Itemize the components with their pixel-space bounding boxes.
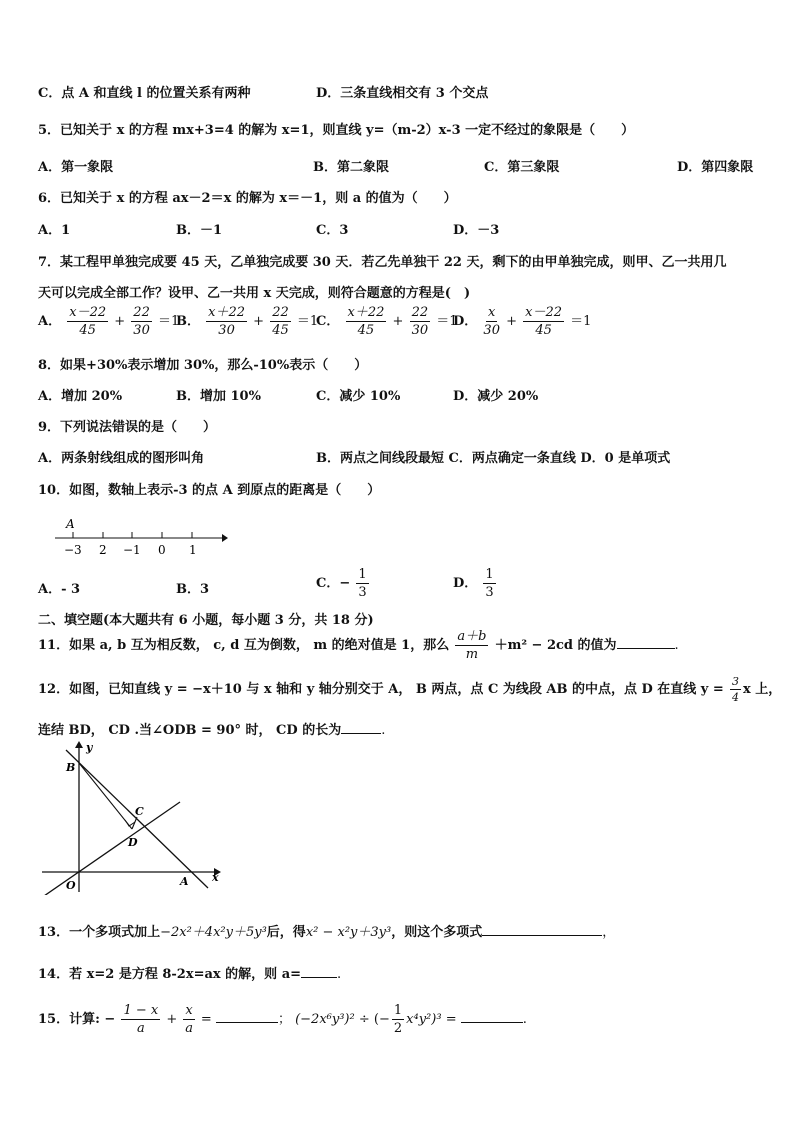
q8-option-c: C．减少 10%: [316, 389, 401, 404]
q7-option-c-label: C．: [316, 314, 340, 329]
q11-denominator: m: [465, 647, 479, 662]
answer-blank[interactable]: [341, 721, 381, 734]
q10-c-numerator: 1: [358, 567, 367, 582]
q8-option-a: A．增加 20%: [38, 389, 123, 404]
divide-sign: ÷: [358, 1012, 370, 1027]
q15-f1-numerator: 1 − x: [123, 1003, 159, 1018]
answer-blank[interactable]: [301, 965, 337, 978]
y-axis-arrow-icon: [75, 741, 83, 748]
q7-c-denominator-1: 45: [357, 323, 375, 338]
answer-blank[interactable]: [461, 1010, 523, 1023]
q12-denominator: 4: [731, 691, 739, 704]
q10-d-denominator: 3: [485, 585, 494, 600]
arrow-head-icon: [222, 534, 228, 542]
plus-sign: +: [253, 314, 265, 329]
q10-stem: 10．如图，数轴上表示-3 的点 A 到原点的距离是（ ）: [38, 483, 381, 498]
q7-b-numerator-2: 22: [272, 305, 289, 320]
label-b: B: [66, 761, 76, 774]
q7-option-b: [176, 306, 318, 337]
q10-c-denominator: 3: [358, 585, 367, 600]
q7-a-rhs: ＝1: [157, 314, 180, 329]
q15-expr-b-close: x⁴y²)³: [406, 1012, 442, 1027]
equals-sign: =: [445, 1012, 457, 1027]
q13: [38, 921, 615, 940]
q13-expr2: x² − x²y＋3y³: [305, 925, 392, 940]
q10-option-a: A．- 3: [38, 582, 81, 597]
plus-sign: +: [392, 314, 404, 329]
q7-d-numerator-2: x－22: [525, 305, 563, 320]
q14: [38, 963, 341, 982]
q7-a-numerator-1: x－22: [69, 305, 107, 320]
q12-end: .: [381, 723, 386, 738]
q12-line1: [38, 676, 781, 703]
q7-stem-line1: 7．某工程甲单独完成要 45 天，乙单独完成要 30 天．若乙先单独干 22 天，剩下的由甲单独完成，则甲、乙一共用几: [38, 255, 727, 270]
point-a-label: A: [66, 517, 75, 531]
q9-stem: 9．下列说法错误的是（ ）: [38, 420, 217, 435]
q6-stem: 6．已知关于 x 的方程 ax－2＝x 的解为 x＝－1，则 a 的值为（ ）: [38, 191, 457, 206]
tick-label: 2: [99, 543, 107, 557]
q10-option-c-label: C．−: [316, 576, 351, 591]
q10-option-d-label: D．: [453, 576, 478, 591]
q13-mid: 后，得: [266, 925, 306, 940]
line-ab: [66, 750, 208, 888]
number-line-figure: [50, 514, 230, 558]
q7-c-rhs: ＝1: [436, 314, 458, 329]
q7-option-d-label: D．: [453, 314, 478, 329]
plus-sign: +: [166, 1012, 178, 1027]
q11-pre: 11．如果 a, b 互为相反数， c, d 互为倒数， m 的绝对值是 1，那么: [38, 638, 450, 653]
q7-d-numerator-1: x: [488, 305, 496, 320]
q5-option-c: C．第三象限: [484, 160, 560, 175]
q13-end: ，: [602, 925, 616, 940]
q8-option-b: B．增加 10%: [176, 389, 261, 404]
q14-end: .: [337, 967, 342, 982]
plus-sign: +: [506, 314, 518, 329]
label-y: y: [86, 741, 93, 754]
tick-label: 1: [189, 543, 197, 557]
q7-c-numerator-1: x＋22: [347, 305, 385, 320]
line-od: [44, 802, 180, 895]
q6-option-c: C．3: [316, 223, 349, 238]
q7-b-numerator-1: x＋22: [208, 305, 246, 320]
tick-label: −3: [64, 543, 82, 557]
q4-option-d: D．三条直线相交有 3 个交点: [316, 86, 489, 101]
q7-option-a-label: A．: [38, 314, 62, 329]
q7-stem-line2: 天可以完成全部工作？设甲、乙一共用 x 天完成，则符合题意的方程是( ): [38, 286, 471, 301]
q15-expr-a: (−2x⁶y³)²: [295, 1012, 355, 1027]
q7-d-denominator-1: 30: [483, 323, 500, 338]
q7-option-d: [453, 306, 591, 337]
q9-options-bcd: B．两点之间线段最短 C．两点确定一条直线 D．0 是单项式: [316, 451, 671, 466]
q13-post: ，则这个多项式: [391, 925, 483, 940]
q12-numerator: 3: [731, 675, 739, 688]
q15-separator: ；: [277, 1012, 291, 1027]
q7-c-numerator-2: 22: [411, 305, 429, 320]
q7-a-denominator-2: 30: [133, 323, 150, 338]
q5-stem: 5．已知关于 x 的方程 mx+3=4 的解为 x=1，则直线 y=（m-2）x-3 一定不经过的象限是（ ）: [38, 123, 635, 138]
q9-option-a: A．两条射线组成的图形叫角: [38, 451, 205, 466]
q11-end: .: [674, 638, 679, 653]
answer-blank[interactable]: [216, 1010, 278, 1023]
equals-sign: =: [200, 1012, 212, 1027]
q4-option-c: C．点 A 和直线 l 的位置关系有两种: [38, 86, 251, 101]
q15-f2-numerator: x: [185, 1003, 193, 1018]
q6-option-a: A．1: [38, 223, 71, 238]
q5-option-d: D．第四象限: [677, 160, 754, 175]
q13-pre: 13．一个多项式加上: [38, 925, 161, 940]
q11-post: ＋m² − 2cd 的值为: [494, 638, 617, 653]
q7-c-denominator-2: 30: [411, 323, 429, 338]
q7-option-c: [316, 306, 458, 337]
q15-f2-denominator: a: [185, 1021, 193, 1036]
label-c: C: [135, 805, 144, 818]
q6-option-b: B．－1: [176, 223, 223, 238]
q15-pre: 15．计算: −: [38, 1012, 116, 1027]
q11: [38, 630, 679, 661]
label-o: O: [66, 879, 76, 892]
tick-label: 0: [158, 543, 166, 557]
label-d: D: [128, 836, 138, 849]
q15-f3-numerator: 1: [393, 1003, 403, 1018]
q14-text: 14．若 x=2 是方程 8-2x=ax 的解，则 a=: [38, 967, 302, 982]
q6-option-d: D．－3: [453, 223, 500, 238]
section-heading: 二、填空题(本大题共有 6 小题，每小题 3 分，共 18 分): [38, 613, 374, 628]
q10-option-b: B．3: [176, 582, 210, 597]
label-x: x: [212, 871, 219, 884]
q8-stem: 8．如果+30%表示增加 30%，那么-10%表示（ ）: [38, 358, 368, 373]
tick-label: −1: [123, 543, 141, 557]
q15-f1-denominator: a: [136, 1021, 145, 1036]
q15-end: .: [522, 1012, 527, 1027]
q7-d-rhs: ＝1: [570, 314, 592, 329]
q7-b-rhs: ＝1: [296, 314, 319, 329]
q10-d-numerator: 1: [485, 567, 494, 582]
q15: [38, 1004, 527, 1035]
q13-expr1: −2x²＋4x²y＋5y³: [160, 925, 267, 940]
q7-option-b-label: B．: [176, 314, 200, 329]
answer-blank[interactable]: [617, 636, 675, 649]
label-a: A: [180, 875, 189, 888]
q12-line2-text: 连结 BD， CD .当∠ODB = 90° 时， CD 的长为: [38, 723, 342, 738]
q12-line2: [38, 719, 385, 738]
coordinate-figure: [36, 740, 226, 895]
q11-numerator: a＋b: [457, 629, 487, 644]
q8-option-d: D．减少 20%: [453, 389, 539, 404]
q5-option-b: B．第二象限: [313, 160, 389, 175]
segment-bd: [79, 763, 132, 829]
q15-f3-denominator: 2: [393, 1021, 403, 1036]
q7-b-denominator-1: 30: [218, 323, 235, 338]
q10-option-c: [316, 568, 371, 599]
answer-blank[interactable]: [482, 923, 602, 936]
q10-option-d: [453, 568, 498, 599]
q5-option-a: A．第一象限: [38, 160, 114, 175]
q7-a-numerator-2: 22: [133, 305, 150, 320]
q7-b-denominator-2: 45: [272, 323, 289, 338]
q15-expr-b-open: (−: [373, 1012, 390, 1027]
plus-sign: +: [114, 314, 126, 329]
q7-d-denominator-2: 45: [535, 323, 552, 338]
q7-option-a: [38, 306, 179, 337]
q7-a-denominator-1: 45: [79, 323, 96, 338]
q12-pre: 12．如图，已知直线 y = −x＋10 与 x 轴和 y 轴分别交于 A， B 两点，点 C 为线段 AB 的中点，点 D 在直线 y =: [38, 682, 724, 697]
q12-post: x 上，: [742, 682, 782, 697]
